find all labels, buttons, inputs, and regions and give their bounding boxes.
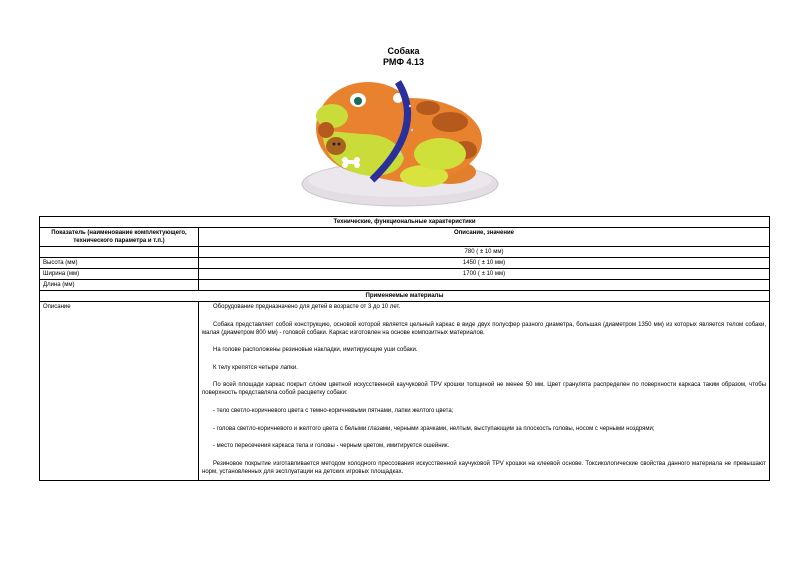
table-row bbox=[40, 258, 770, 269]
description-label: Описание bbox=[40, 302, 199, 481]
description-paragraph: - место пересечения каркаса тела и головы - черным цветом, имитируется ошейник. bbox=[213, 443, 450, 450]
row-label bbox=[40, 247, 199, 258]
dog-nose bbox=[326, 137, 346, 155]
row-label: Длина (мм) bbox=[40, 280, 199, 291]
dog-sculpture-image bbox=[300, 72, 500, 210]
table-row bbox=[40, 269, 770, 280]
row-value: 1450 ( ± 10 мм) bbox=[199, 258, 770, 269]
table-row bbox=[40, 302, 770, 481]
description-paragraph: - тело светло-коричневого цвета с темно-коричневыми пятнами, лапки желтого цвета; bbox=[213, 407, 454, 414]
row-value: 780 ( ± 10 мм) bbox=[199, 247, 770, 258]
column-header-value: Описание, значение bbox=[199, 228, 770, 247]
document-title bbox=[0, 46, 807, 68]
row-label: Ширина (мм) bbox=[40, 269, 199, 280]
section-materials-header: Применяемые материалы bbox=[40, 291, 770, 302]
row-label: Высота (мм) bbox=[40, 258, 199, 269]
section-tech-header: Технические, функциональные характеристики bbox=[40, 217, 770, 228]
table-row bbox=[40, 247, 770, 258]
row-value bbox=[199, 280, 770, 291]
description-paragraph: На голове расположены резиновые накладки, имитирующие уши собаки. bbox=[213, 347, 418, 354]
description-paragraph: Оборудование предназначено для детей в возрасте от 3 до 10 лет. bbox=[213, 304, 401, 310]
description-text bbox=[199, 302, 770, 481]
row-value: 1700 ( ± 10 мм) bbox=[199, 269, 770, 280]
product-code: РМФ 4.13 bbox=[382, 57, 425, 67]
table-row bbox=[40, 280, 770, 291]
description-paragraph: К телу крепятся четыре лапки. bbox=[213, 364, 298, 371]
description-paragraph: По всей площади каркас покрыт слоем цветной искусственной каучуковой TPV крошки толщиной не менее 50 мм. Цвет гранулята распределен по поверхности каркаса таким образом, чтобы поверхность представляла собой расцветку собаки: bbox=[202, 382, 767, 397]
description-paragraph: Резиновое покрытие изготавливается методом холодного прессования искусственной каучуковой TPV крошки на клеевой основе. Токсикологические свойства данного материала не превышают норм, установленных для эксплуатации на детских игровых площадках. bbox=[202, 460, 767, 475]
description-paragraph: - голова светло-коричневого и желтого цвета с белыми глазами, черными зрачками, нелтым, выступающим за плоскость головы, носом с черными ноздрями; bbox=[213, 425, 655, 432]
product-name: Собака bbox=[387, 46, 420, 56]
column-header-parameter: Показатель (наименование комплектующего, технического параметра и т.п.) bbox=[40, 228, 199, 247]
description-paragraph: Собака представляет собой конструкцию, основой которой является цельный каркас в виде двух полусфер разного диаметра, большая (диаметром 1350 мм) из которых является телом собаки, малая (диаметром 800 мм) - головой собаки. Каркас изготовлен на основе композитных материалов. bbox=[202, 321, 767, 336]
specification-table bbox=[39, 216, 770, 481]
